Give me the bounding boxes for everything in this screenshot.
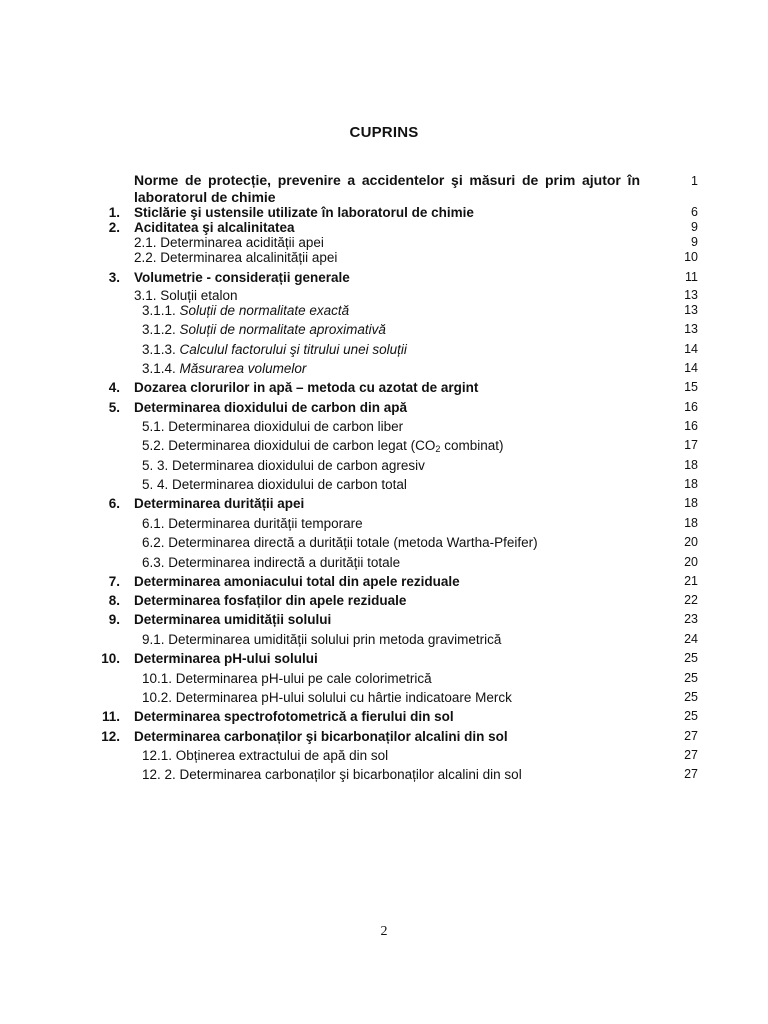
- toc-entry-title: [142, 535, 538, 550]
- page-number: 2: [380, 924, 388, 939]
- toc-entry-number: 2.: [108, 220, 120, 235]
- toc-entry-title: [142, 303, 349, 318]
- toc-entry-page: 27: [684, 748, 698, 762]
- toc-entry-page: 17: [684, 438, 698, 452]
- toc-entry-page: 9: [691, 235, 698, 249]
- toc-entry-title: [134, 574, 460, 589]
- toc-entry-title-text: Aciditatea şi alcalinitatea: [134, 220, 295, 235]
- toc-entry-page: 18: [684, 458, 698, 472]
- toc-entry-title-text: Sticlărie şi ustensile utilizate în laboratorul de chimie: [134, 205, 474, 220]
- toc-entry-title: [142, 438, 503, 454]
- toc-entry-title-text: Dozarea clorurilor in apă – metoda cu azotat de argint: [134, 380, 479, 395]
- toc-entry-title: [142, 516, 363, 531]
- toc-entry-page: 16: [684, 419, 698, 433]
- toc-entry-page: 14: [684, 342, 698, 356]
- toc-entry-title: [134, 709, 454, 724]
- toc-entry-page: 27: [684, 767, 698, 781]
- toc-entry-title-text: 6.1. Determinarea durității temporare: [142, 516, 363, 531]
- toc-entry-page: 20: [684, 535, 698, 549]
- toc-entry-title: [134, 220, 295, 235]
- toc-entry-title: [142, 419, 403, 434]
- toc-entry-title: [134, 205, 474, 220]
- toc-entry-title-text: Măsurarea volumelor: [179, 361, 307, 376]
- toc-entry-title-text: 3.1. Soluții etalon: [134, 288, 238, 303]
- toc-entry-title-text: 10.1. Determinarea pH-ului pe cale colorimetrică: [142, 671, 432, 686]
- toc-entry-title: [134, 380, 478, 395]
- toc-entry-number: 12.: [101, 729, 120, 744]
- toc-entry-title: [142, 690, 512, 705]
- toc-entry-title-text: Volumetrie - considerații generale: [134, 270, 350, 285]
- toc-entry-number: 7.: [108, 574, 120, 589]
- toc-entry-title-text: 12. 2. Determinarea carbonaților şi bicarbonaților alcalini din sol: [142, 767, 522, 782]
- toc-entry-title-text: 12.1. Obținerea extractului de apă din sol: [142, 748, 389, 763]
- toc-entry-page: 13: [684, 303, 698, 317]
- toc-entry-section-number: 3.1.3.: [142, 342, 180, 357]
- toc-entry-title: [134, 400, 407, 415]
- toc-entry-title: [142, 458, 425, 473]
- toc-entry-section-number: 3.1.4.: [142, 361, 180, 376]
- toc-entry-title-text: Determinarea dioxidului de carbon din apă: [134, 400, 408, 415]
- toc-entry-number: 1.: [108, 205, 120, 220]
- toc-entry-page: 25: [684, 651, 698, 665]
- toc-entry-title: [142, 477, 407, 492]
- toc-entry-page: 16: [684, 400, 698, 414]
- toc-entry-number: 4.: [108, 380, 120, 395]
- toc-entry-title: [142, 322, 386, 337]
- toc-entry-page: 21: [684, 574, 698, 588]
- toc-entry-title: [134, 288, 238, 303]
- toc-entry-page: 27: [684, 729, 698, 743]
- toc-entry-title: [142, 361, 306, 376]
- toc-intro-entry: Norme de protecție, prevenire a accidentelor şi măsuri de prim ajutor în laboratorul de chimie: [134, 172, 640, 205]
- toc-entry-title-text: 5.2. Determinarea dioxidului de carbon legat (CO: [142, 438, 436, 453]
- toc-entry-title: [142, 767, 522, 782]
- toc-entry-title-text: 5. 4. Determinarea dioxidului de carbon total: [142, 477, 407, 492]
- toc-intro-page: 1: [691, 174, 698, 188]
- subscript: 2: [435, 444, 441, 454]
- toc-entry-title: [134, 651, 318, 666]
- toc-entry-title: [142, 748, 388, 763]
- toc-entry-section-number: 3.1.1.: [142, 303, 180, 318]
- toc-entry-title-text: 10.2. Determinarea pH-ului solului cu hârtie indicatoare Merck: [142, 690, 512, 705]
- toc-entry-page: 18: [684, 477, 698, 491]
- toc-entry-title-suffix: combinat): [440, 438, 504, 453]
- toc-entry-title-text: 2.2. Determinarea alcalinității apei: [134, 250, 338, 265]
- toc-entry-title-text: Determinarea carbonaților şi bicarbonaților alcalini din sol: [134, 729, 508, 744]
- toc-entry-page: 14: [684, 361, 698, 375]
- toc-entry-page: 23: [684, 612, 698, 626]
- toc-entry-title: [142, 555, 400, 570]
- toc-entry-number: 6.: [108, 496, 120, 511]
- toc-entry-title-text: Determinarea durității apei: [134, 496, 305, 511]
- toc-entry-title-text: Soluții de normalitate aproximativă: [179, 322, 386, 337]
- toc-entry-title-text: 5. 3. Determinarea dioxidului de carbon agresiv: [142, 458, 425, 473]
- toc-entry-title-text: 6.3. Determinarea indirectă a durității totale: [142, 555, 401, 570]
- toc-entry-title: [142, 671, 432, 686]
- toc-entry-page: 11: [685, 270, 698, 284]
- toc-entry-page: 20: [684, 555, 698, 569]
- toc-entry-page: 18: [684, 496, 698, 510]
- toc-entry-title: [134, 593, 406, 608]
- toc-entry-page: 13: [684, 322, 698, 336]
- toc-entry-title: [134, 250, 337, 265]
- toc-entry-number: 11.: [101, 709, 120, 724]
- toc-entry-title: [134, 235, 324, 250]
- toc-entry-title-text: 9.1. Determinarea umidității solului prin metoda gravimetrică: [142, 632, 502, 647]
- toc-entry-title-text: 5.1. Determinarea dioxidului de carbon liber: [142, 419, 404, 434]
- toc-entry-page: 25: [684, 671, 698, 685]
- toc-entry-title-text: Determinarea fosfaților din apele reziduale: [134, 593, 407, 608]
- toc-entry-page: 25: [684, 690, 698, 704]
- toc-entry-section-number: 3.1.2.: [142, 322, 180, 337]
- toc-entry-title: [134, 612, 331, 627]
- toc-entry-title: [134, 729, 508, 744]
- toc-entry-number: 10.: [101, 651, 120, 666]
- page-title: CUPRINS: [349, 124, 419, 141]
- toc-entry-page: 10: [684, 250, 698, 264]
- toc-entry-title-text: 2.1. Determinarea acidității apei: [134, 235, 324, 250]
- toc-entry-page: 18: [684, 516, 698, 530]
- toc-entry-page: 9: [691, 220, 698, 234]
- toc-entry-page: 24: [684, 632, 698, 646]
- toc-entry-number: 5.: [108, 400, 120, 415]
- toc-entry-title-text: Determinarea spectrofotometrică a fierului din sol: [134, 709, 454, 724]
- toc-entry-title: [134, 270, 350, 285]
- toc-entry-number: 8.: [108, 593, 120, 608]
- toc-entry-page: 25: [684, 709, 698, 723]
- toc-entry-title-text: Determinarea umidității solului: [134, 612, 332, 627]
- toc-entry-title: [142, 632, 501, 647]
- toc-entry-title-text: Calculul factorului şi titrului unei soluții: [179, 342, 407, 357]
- toc-entry-title: [142, 342, 407, 357]
- toc-entry-title-text: Determinarea pH-ului solului: [134, 651, 318, 666]
- toc-entry-number: 3.: [108, 270, 120, 285]
- toc-entry-page: 15: [684, 380, 698, 394]
- toc-entry-title-text: Determinarea amoniacului total din apele reziduale: [134, 574, 460, 589]
- toc-entry-page: 6: [691, 205, 698, 219]
- toc-entry-title-text: Soluții de normalitate exactă: [179, 303, 350, 318]
- toc-entry-number: 9.: [108, 612, 120, 627]
- toc-entry-page: 13: [684, 288, 698, 302]
- toc-entry-title-text: 6.2. Determinarea directă a durității totale (metoda Wartha-Pfeifer): [142, 535, 538, 550]
- toc-entry-title: [134, 496, 304, 511]
- toc-entry-page: 22: [684, 593, 698, 607]
